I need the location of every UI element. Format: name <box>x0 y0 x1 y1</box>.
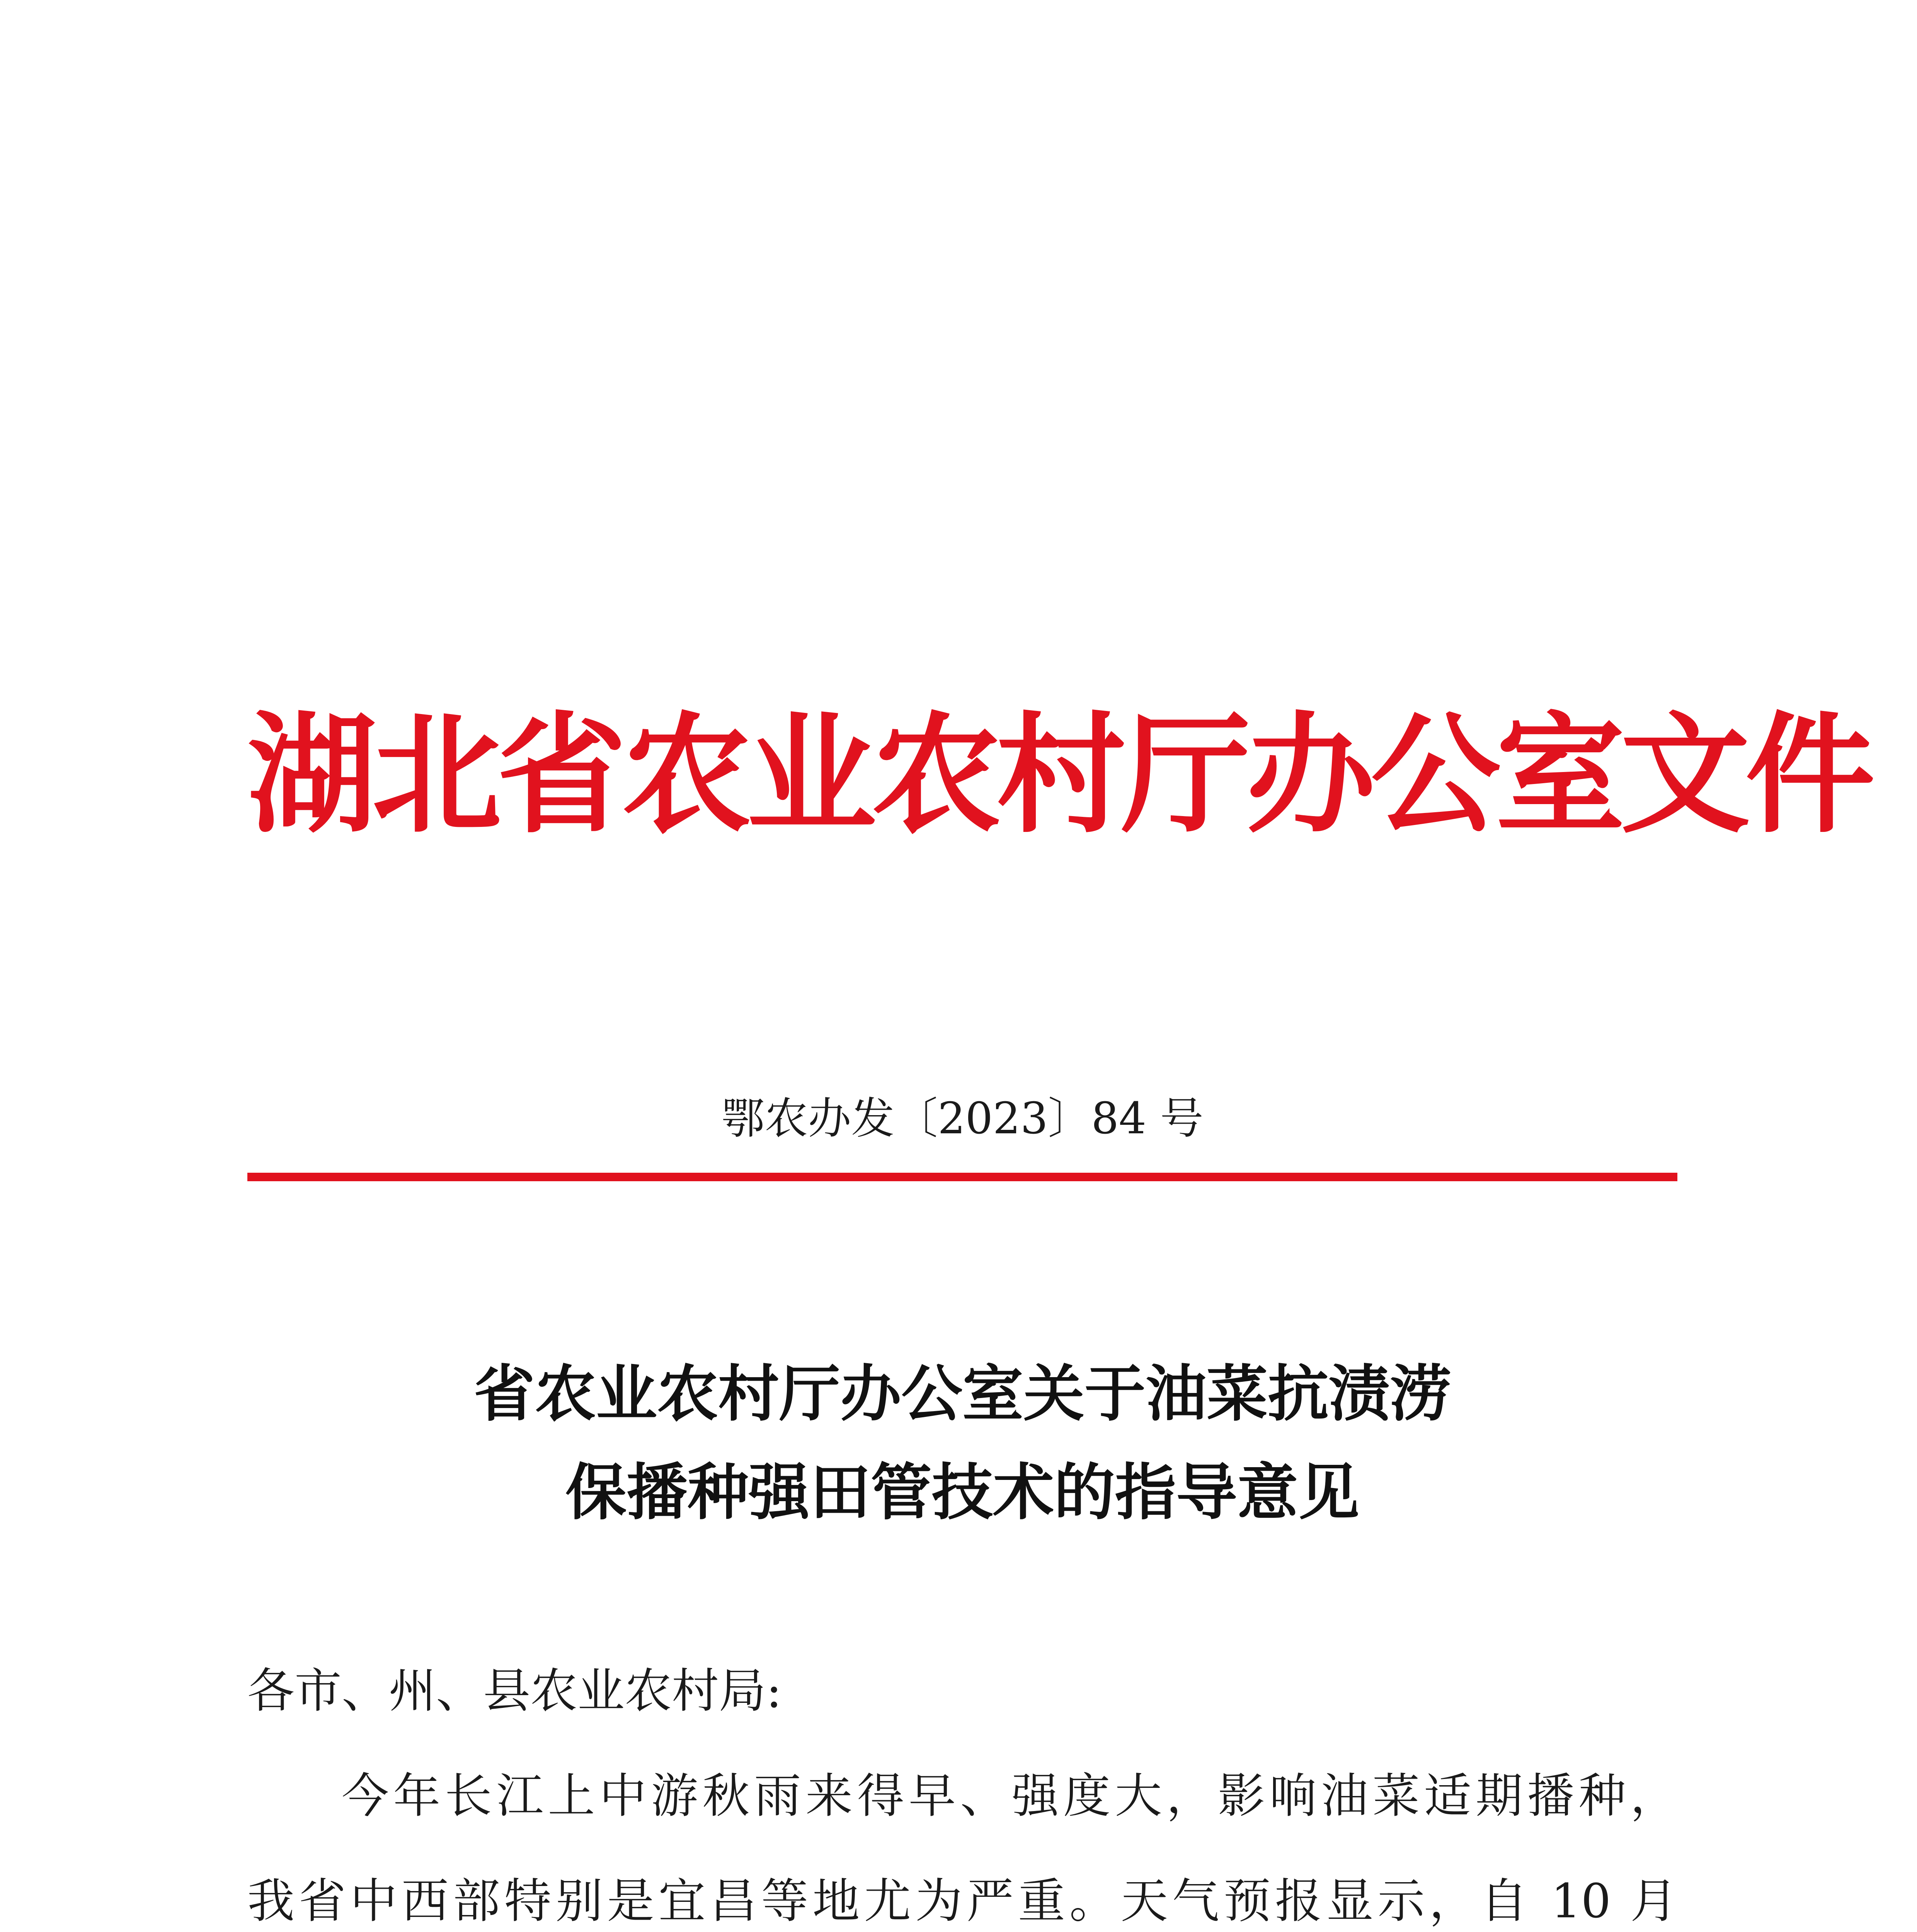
paragraph-1-line-2: 我省中西部特别是宜昌等地尤为严重。天气预报显示，自 10 月 <box>247 1874 1677 1929</box>
red-divider-rule <box>247 1173 1677 1181</box>
document-title <box>247 1345 1677 1542</box>
addressee: 各市、州、县农业农村局: <box>247 1663 782 1718</box>
title-line-1: 省农业农村厅办公室关于油菜抗渍涝 <box>474 1358 1451 1430</box>
title-line-2: 保播种强田管技术的指导意见 <box>565 1457 1359 1528</box>
paragraph-1-line-1: 今年长江上中游秋雨来得早、强度大，影响油菜适期播种， <box>342 1769 1677 1823</box>
document-body <box>247 1638 1677 1932</box>
document-number: 鄂农办发〔2023〕84 号 <box>721 1094 1204 1144</box>
masthead-title: 湖北省农业农村厅办公室文件 <box>247 699 1870 851</box>
